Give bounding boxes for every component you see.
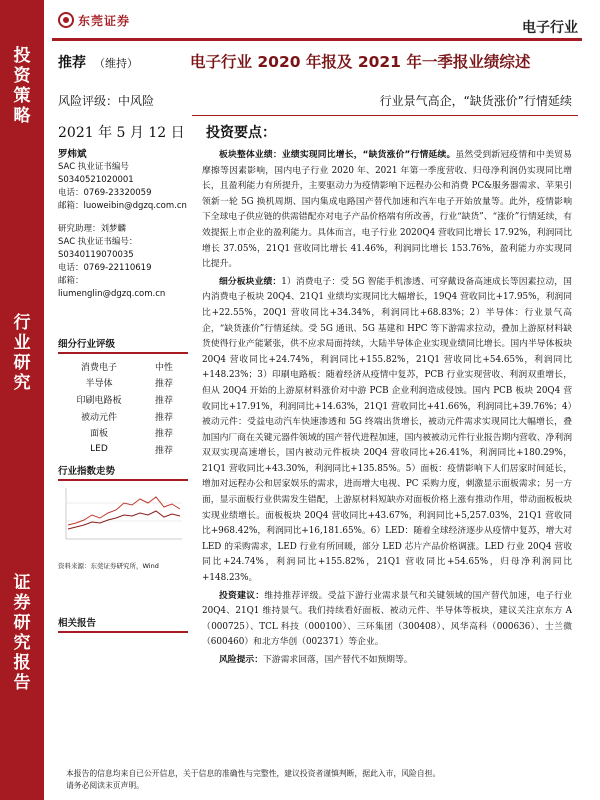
rating-value: 推荐 [58,55,86,71]
segment-name: 印刷电路板 [76,395,122,406]
segment-rating: 推荐 [154,445,173,456]
paragraph-text: 下游需求回落，国产替代不如预期等。 [263,655,413,665]
report-subtitle: 行业景气高企，“缺货涨价”行情延续 [379,94,572,108]
analyst-email-label: 邮箱： [58,201,84,211]
analyst-cert: S0340521020001 [58,175,134,185]
segment-name: 半导体 [85,379,113,390]
risk-rating: 风险评级：中风险 [58,94,155,108]
title-rule [192,115,578,116]
assistant-email: liumenglin@dgzq.com.cn [58,289,166,299]
footer [66,768,586,792]
report-date: 2021 年 5 月 12 日 [58,125,185,141]
paragraph-heading: 板块整体业绩：业绩实现同比增长，“缺货涨价”行情延续。 [219,150,456,160]
table-row [58,424,188,441]
paragraph-risk [202,653,572,669]
related-reports [58,615,188,633]
section-rule [58,631,188,633]
paragraph-heading: 细分板块业绩： [219,276,282,287]
sidebar-strip [0,0,44,800]
assistant-cert: S0340119070035 [58,250,134,260]
analyst-info [58,148,188,301]
sidebar-label-industry: 行 业 研 究 [13,313,31,393]
footer-note: 请务必阅读末页声明。 [66,781,144,790]
assistant-email-label: 邮箱： [58,276,84,286]
analyst-cert-label: SAC 执业证书编号 [58,162,129,172]
trend-title: 行业指数走势 [58,466,116,477]
company-logo-icon [58,12,74,28]
table-row [58,408,188,425]
logo-text: 东莞证券 [78,13,131,28]
paragraph-heading: 投资建议： [219,590,265,601]
table-row [58,391,188,408]
analyst-phone: 0769-23320059 [83,188,152,198]
key-points-heading: 投资要点： [206,125,276,141]
key-points-body [202,148,572,671]
segment-name: 被动元件 [80,412,117,423]
segment-name: LED [90,444,108,455]
paragraph-text: 虽然受到新冠疫情和中美贸易摩擦等因素影响，国内电子行业 2020 年、2021 年第一季度营收、归母净利润仍实现同比增长，且盈利能力有所提升，主要驱动力为疫情影响下远程办公和消费 PC&服务器需求、苹果引领新一轮 5G 换机周期、国内集成电路国产替代加速和汽车电子开始放量等。此外，疫情影响下全球电子供应链的供需错配亦对电子产品价格端有所改善，行业“缺货”、“涨价”行情延续，有效提振上市企业的盈利能力。具体而言，电子行业 2020Q4 营收同比增长 17.92%，利润同比增长 37.05%，21Q1 营收同比增长 41.46%，利润同比增长 153.76%，盈利能力亦实现同比提升。 [202,150,572,270]
header-rule [52,38,582,41]
analyst-email: luoweibin@dgzq.com.cn [83,201,187,211]
assistant-name: 研究助理：刘梦麟 [58,224,127,234]
segment-rating: 推荐 [154,429,173,440]
related-title: 相关报告 [58,618,97,629]
report-title: 电子行业 2020 年报及 2021 年一季报业绩综述 [190,53,531,71]
analyst-name: 罗炜斌 [58,149,87,160]
segment-rating: 推荐 [154,379,173,390]
segment-rating: 中性 [154,362,173,373]
segment-name: 面板 [89,429,108,440]
paragraph-text: 维持推荐评级。受益下游行业需求景气和关键领域的国产替代加速，电子行业 20Q4、21Q1 维持景气。我们持续看好面板、被动元件、半导体等板块，建议关注京东方 A（000725）、TCL 科技（000100）、三环集团（300408）、风华高科（000636）、士兰微（600460）和北方华创（002371）等企业。 [202,590,572,648]
sub-industry-ratings [58,336,188,458]
footer-disclaimer: 本报告的信息均来自已公开信息，关于信息的准确性与完整性，建议投资者谨慎判断，据此入市，风险自担。 [66,769,441,778]
paragraph-text: 1）消费电子：受 5G 智能手机渗透、可穿戴设备高速成长等因素拉动，国内消费电子板块 20Q4、21Q1 业绩均实现同比大幅增长，19Q4 营收同比+17.95%，利润同比+22.55%，20Q1 营收同比+34.34%，利润同比+68.83%；2）半导体：行业景气高企，“缺货涨价”行情延续。受 5G 通讯、5G 基建和 HPC 等下游需求拉动，叠加上游原材料缺货使得行业产能紧张，供不应求局面持续，大陆半导体企业实现业绩同比增长。国内半导体板块 20Q4 营收同比+24.74%，利润同比+155.82%，21Q1 营收同比+54.65%，利润同比+148.23%；3）印刷电路板：随着经济从疫情中复苏，PCB 行业实现营收、利润双重增长，但从 20Q4 开始的上游原材料涨价对中游 PCB 企业利润造成侵蚀。国内 PCB 板块 20Q4 营收同比+17.91%，利润同比+14.63%，21Q1 营收同比+41.66%，利润同比+39.76%；4）被动元件：受益电动汽车快速渗透和 5G 终端出货增长，被动元件需求实现同比大幅增长，叠加国内厂商在关键元器件领域的国产替代进程加速，国内被被动元件行业报告期内营收、净利润双双实现高速增长，国内被动元件板块 20Q4 营收同比+26.41%，利润同比+180.29%，21Q1 营收同比+43.30%，利润同比+135.85%。5）面板：疫情影响下人们居家时间延长，增加对远程办公和居家娱乐的需求，进而增大电视、PC 采购力度，刺激显示面板需求；另一方面，显示面板行业供需发生错配，上游原材料短缺亦对面板价格上涨有推动作用，带动面板板块实现业绩增长。面板板块 20Q4 营收同比+43.67%，利润同比+5,257.03%，21Q1 营收同比+968.42%，利润同比+16,181.65%。6）LED：随着全球经济逐步从疫情中复苏，增大对 LED 的采购需求，LED 行业有所回暖，部分 LED 芯片产品价格调涨。LED 行业 20Q4 营收同比+24.74%，利润同比+155.82%，21Q1 营收同比+54.65%，归母净利润同比+148.23%。 [202,276,572,584]
rating-status: （维持） [94,57,138,70]
assistant-phone: 0769-22110619 [83,263,152,273]
sub-ratings-title: 细分行业评级 [58,339,116,350]
segment-rating: 推荐 [154,412,173,423]
table-row [58,375,188,392]
section-rule [58,352,188,354]
assistant-phone-label: 电话： [58,263,84,273]
analyst-phone-label: 电话： [58,188,84,198]
index-trend [58,463,188,570]
trend-chart [58,485,188,547]
segment-rating: 推荐 [154,395,173,406]
paragraph-heading: 风险提示： [219,655,263,665]
segment-name: 消费电子 [80,362,117,373]
assistant-cert-label: SAC 执业证书编号： [58,237,138,247]
trend-source: 资料来源：东莞证券研究所，Wind [58,562,159,570]
table-row [58,441,188,458]
sidebar-label-report: 证 券 研 究 报 告 [13,573,31,693]
paragraph-overall [202,148,572,273]
paragraph-advice [202,589,572,651]
table-row [58,358,188,375]
section-rule [58,479,188,481]
sub-ratings-table [58,358,188,458]
paragraph-segments [202,275,572,587]
company-logo [58,10,130,30]
rating-block [58,52,138,72]
industry-tag: 电子行业 [522,20,578,36]
sidebar-label-strategy: 投 资 策 略 [13,46,31,126]
